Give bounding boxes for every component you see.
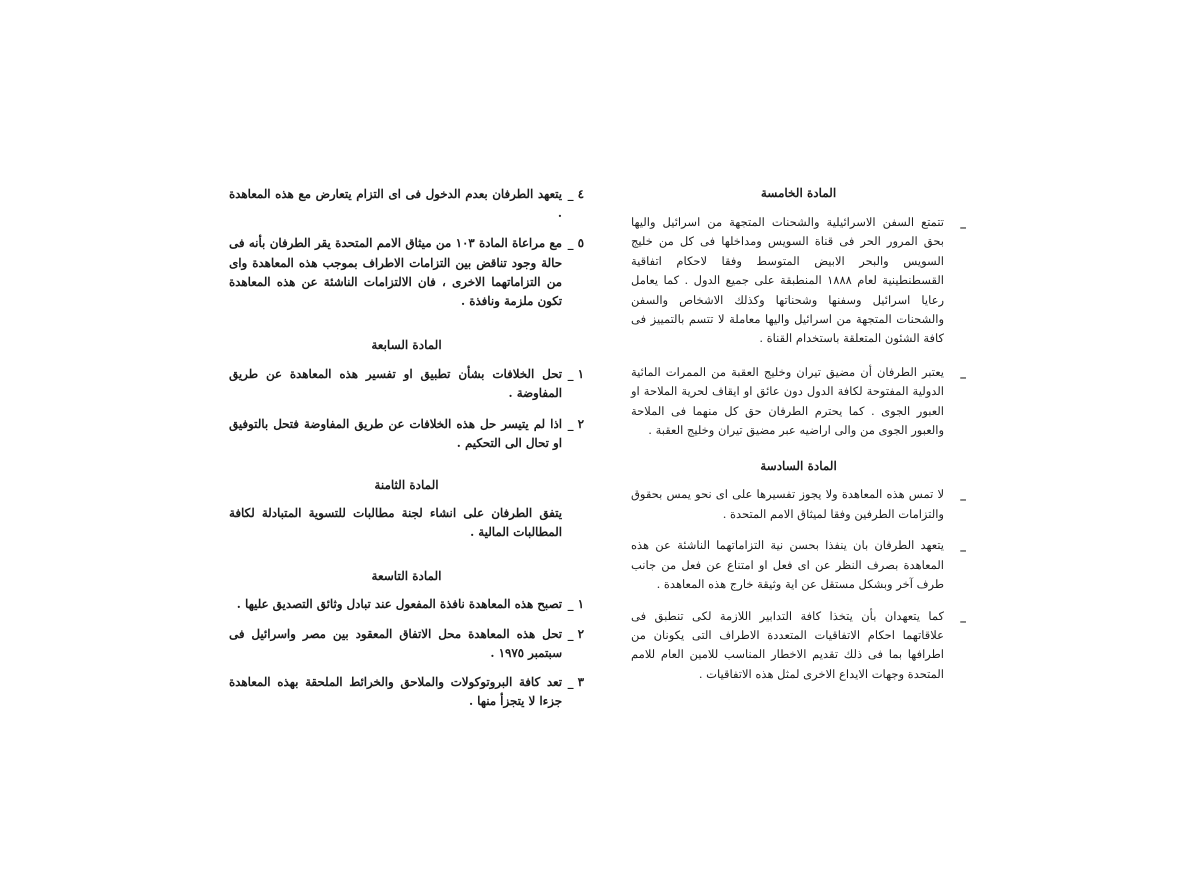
clause-text: مع مراعاة المادة ١٠٣ من ميثاق الامم المتحدة يقر الطرفان بأنه فى حالة وجود تناقض بين التزامات الاطراف بموجب هذه المعاهدة واى من التزاماتهما الاخرى ، فان الالتزامات الناشئة عن هذه المعاهدة تكون ملزمة ونافذة . <box>229 236 562 309</box>
clause-marker: ٢ _ <box>567 626 584 641</box>
clause-text: تعد كافة البروتوكولات والملاحق والخرائط الملحقة بهذه المعاهدة جزءا لا يتجزأ منها . <box>229 675 562 709</box>
article-5-heading: المادة الخامسة <box>760 186 837 200</box>
article-6-clause-4 <box>229 185 584 223</box>
clause-text: لا تمس هذه المعاهدة ولا يجوز تفسيرها على اى نحو يمس بحقوق والتزامات الطرفين وفقا لميثاق الامم المتحدة . <box>631 487 944 521</box>
clause-marker: ٣ _ <box>567 675 584 690</box>
clause-marker: _ <box>960 608 966 623</box>
left-column <box>229 185 584 711</box>
clause-text: تصبح هذه المعاهدة نافذة المفعول عند تبادل وثائق التصديق عليها . <box>236 597 562 612</box>
article-9-heading: المادة التاسعة <box>371 569 442 584</box>
clause-text: يتعهد الطرفان بان ينفذا بحسن نية التزاماتهما الناشئة عن هذه المعاهدة بصرف النظر عن اى فعل او امتناع عن فعل من جانب طرف آخر وبشكل مستقل عن اية وثيقة خارج هذه المعاهدة . <box>631 538 944 592</box>
clause-text: تتمتع السفن الاسرائيلية والشحنات المتجهة من اسرائيل واليها بحق المرور الحر فى قناة السويس ومداخلها فى كل من خليج السويس والبحر الابيض المتوسط وفقا لاحكام اتفاقية القسطنطينية لعام ١٨٨٨ المنطبقة على جميع الدول . كما يعامل رعايا اسرائيل وسفنها وشحناتها وكذلك الاشخاص والسفن والشحنات المتجهة من اسرائيل واليها معاملة لا تتسم بالتمييز فى كافة الشئون المتعلقة باستخدام القناة . <box>631 215 944 346</box>
clause-marker: _ <box>960 487 966 502</box>
article-5-clause-1 <box>631 213 966 349</box>
article-6-clause-5 <box>229 234 584 311</box>
article-5-clause-2 <box>631 363 966 441</box>
clause-marker: ٤ _ <box>567 187 584 201</box>
article-9-clause-1 <box>229 595 584 614</box>
clause-marker: _ <box>960 215 966 229</box>
article-7-clause-1 <box>229 365 584 403</box>
article-8-heading: المادة الثامنة <box>374 478 439 493</box>
clause-text: كما يتعهدان بأن يتخذا كافة التدابير اللازمة لكى تنطبق فى علاقاتهما احكام الاتفاقيات المتعددة الاطراف التى يكونان من اطرافها بما فى ذلك تقديم الاخطار المناسب للامين العام للامم المتحدة وجهات الايداع الاخرى لمثل هذه الاتفاقيات . <box>631 608 944 681</box>
clause-marker: ٢ _ <box>567 416 584 431</box>
clause-text: يعتبر الطرفان أن مضيق تيران وخليج العقبة من الممرات المائية الدولية المفتوحة لكافة الدول دون عائق او ايقاف لحرية الملاحة او العبور الجوى . كما يحترم الطرفان حق كل منهما فى الملاحة والعبور الجوى من والى اراضيه عبر مضيق تيران وخليج العقبة . <box>631 364 944 438</box>
clause-marker: ١ _ <box>567 597 584 612</box>
article-8-text: يتفق الطرفان على انشاء لجنة مطالبات للتسوية المتبادلة لكافة المطالبات المالية . <box>229 506 562 540</box>
clause-marker: _ <box>960 538 966 553</box>
clause-text: تحل الخلافات بشأن تطبيق او تفسير هذه المعاهدة عن طريق المفاوضة . <box>229 367 562 401</box>
article-6-heading: المادة السادسة <box>760 459 837 474</box>
clause-text: يتعهد الطرفان بعدم الدخول فى اى التزام يتعارض مع هذه المعاهدة . <box>229 187 562 221</box>
right-column <box>631 185 966 684</box>
clause-marker: _ <box>960 364 966 379</box>
article-9-clause-2 <box>229 625 584 663</box>
article-7-heading: المادة السابعة <box>371 338 442 353</box>
article-9-clause-3 <box>229 673 584 711</box>
article-6-clause-3 <box>631 607 966 685</box>
article-6-clause-2 <box>631 536 966 594</box>
clause-marker: ٥ _ <box>567 236 584 251</box>
clause-text: تحل هذه المعاهدة محل الاتفاق المعقود بين مصر واسرائيل فى سبتمبر ١٩٧٥ . <box>229 626 562 660</box>
article-6-clause-1 <box>631 485 966 524</box>
clause-marker: ١ _ <box>567 367 584 382</box>
clause-text: اذا لم يتيسر حل هذه الخلافات عن طريق المفاوضة فتحل بالتوفيق او تحال الى التحكيم . <box>229 416 562 450</box>
article-7-clause-2 <box>229 415 584 453</box>
